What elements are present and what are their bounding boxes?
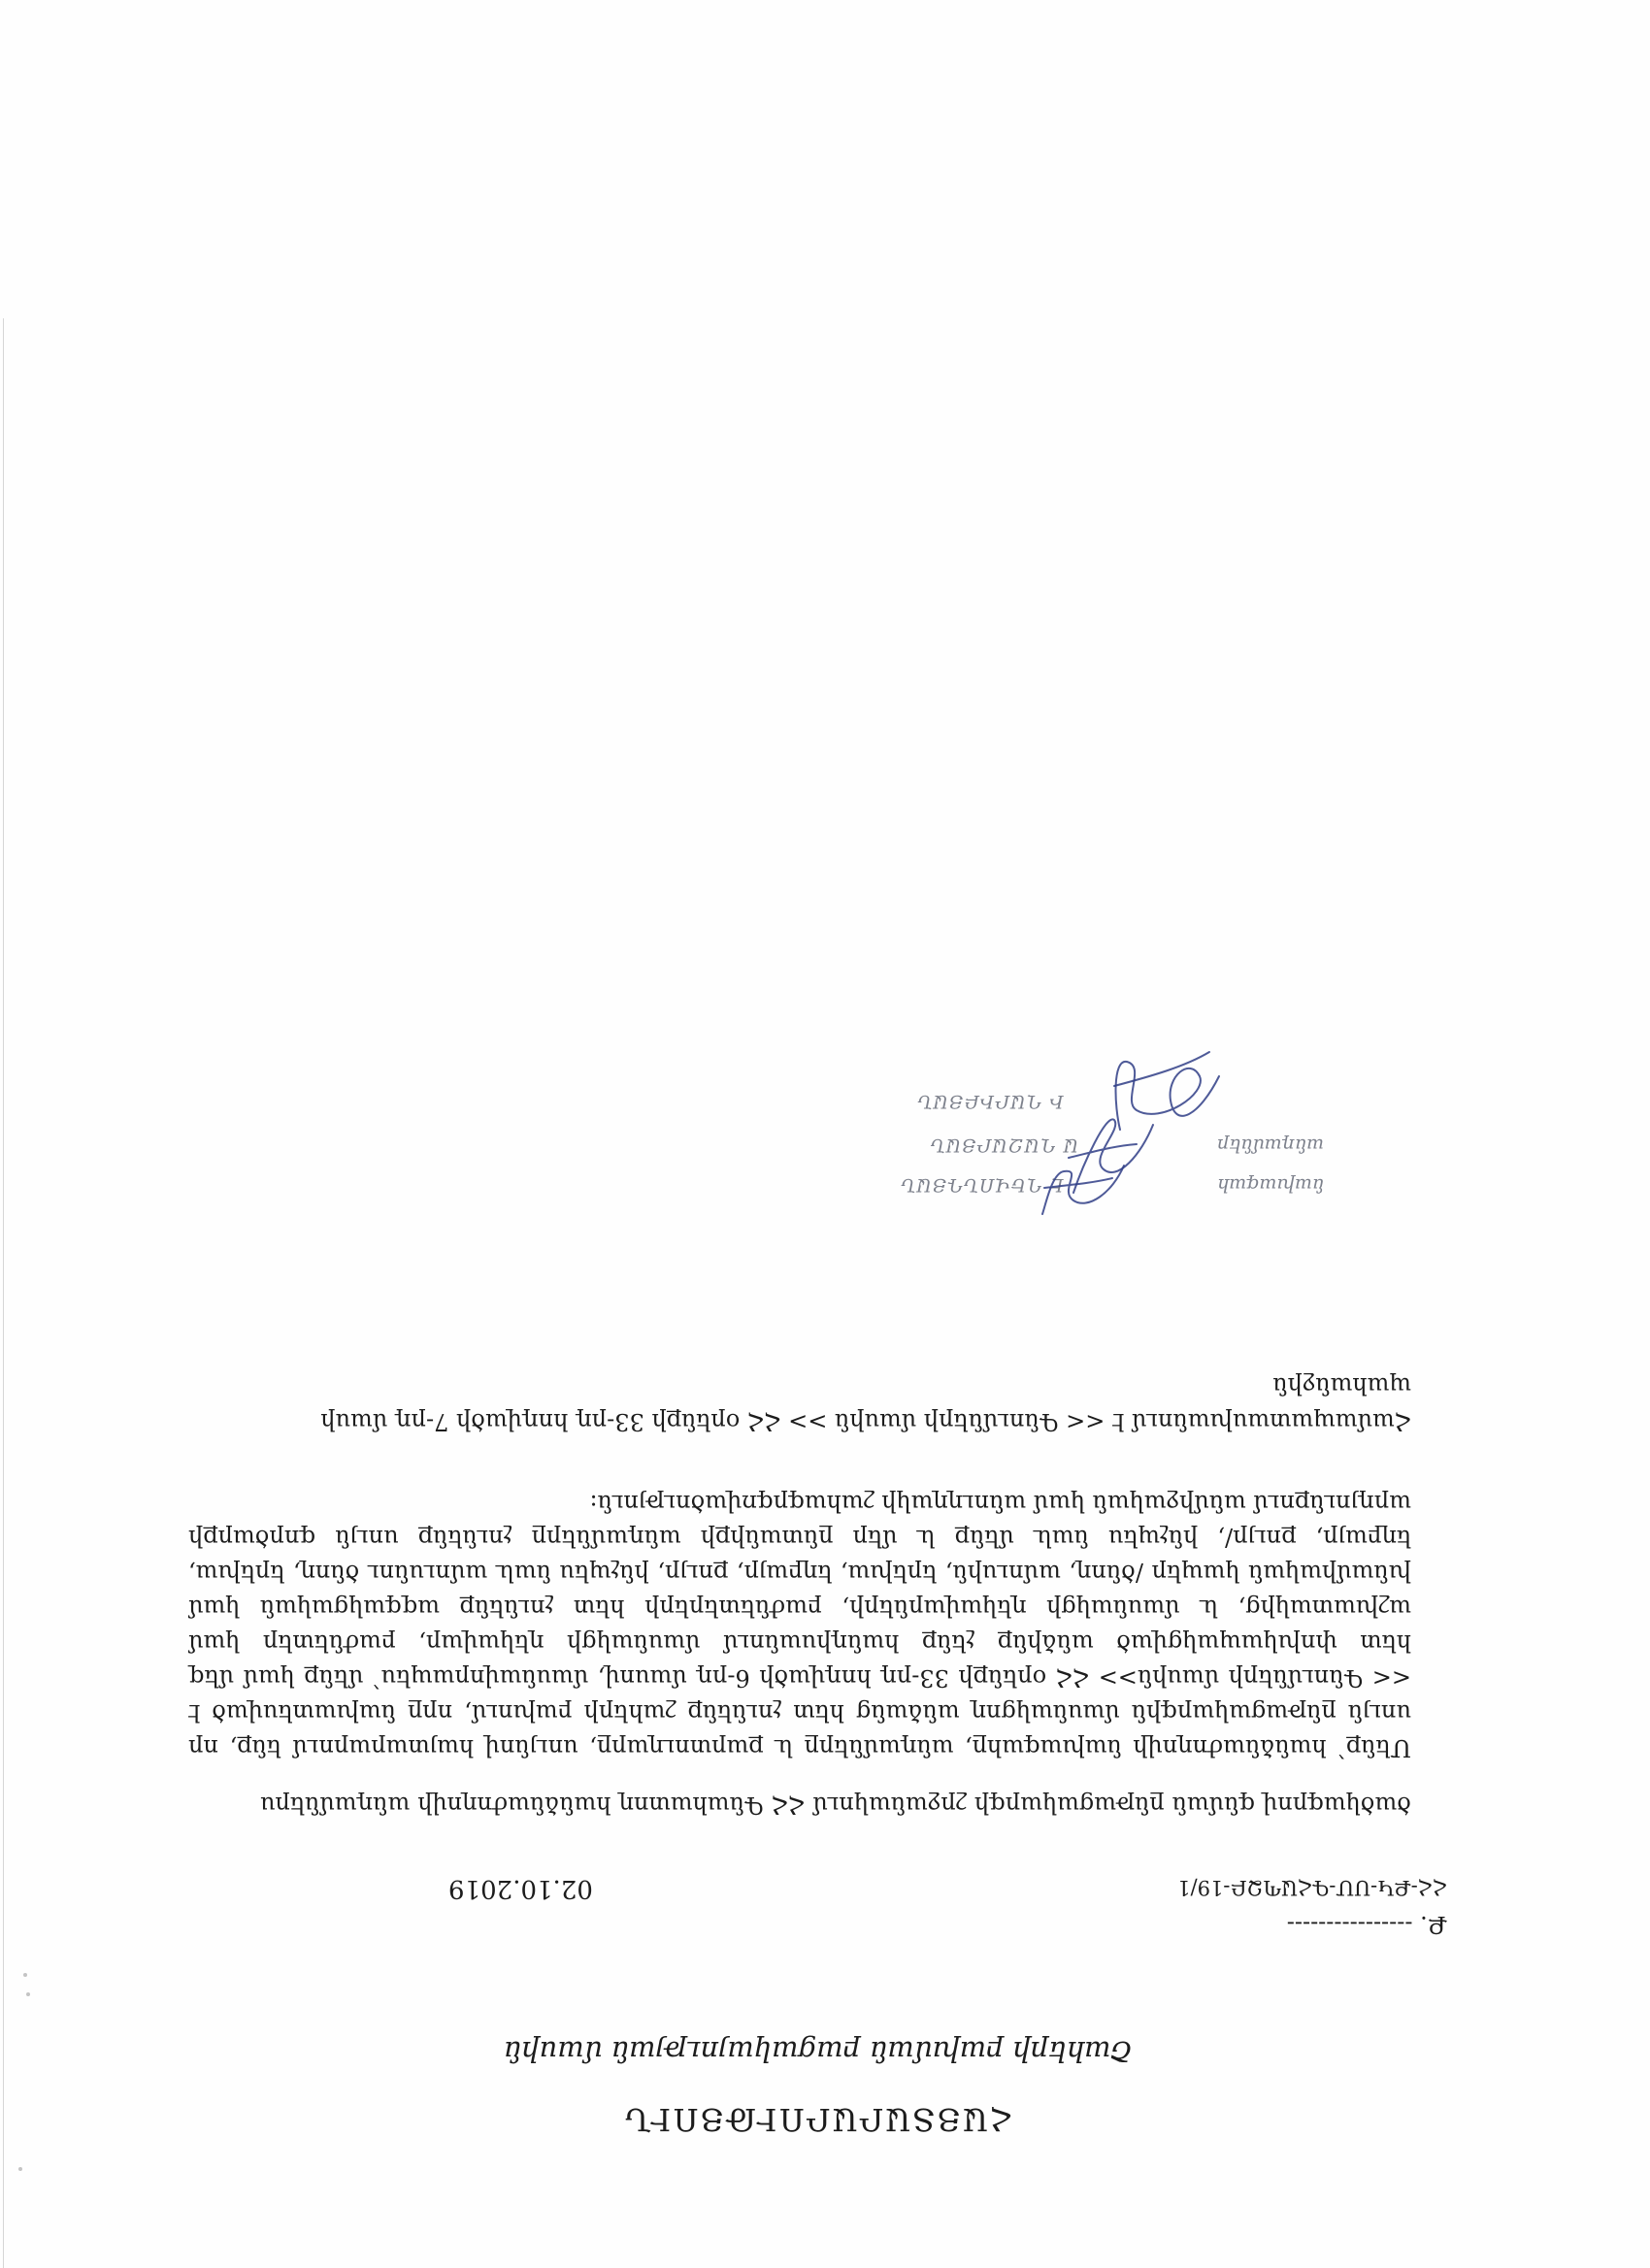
document-date: 02.10.2019 xyxy=(448,1874,593,1903)
compliance-statement: Համապատասխանում է << Գնումների մասին >> ՀՀ օրենքի 33-րդ հոդվածի 7-րդ մասի պահանջին xyxy=(320,1372,1411,1435)
scan-speck xyxy=(26,1992,30,1996)
handwritten-signatures xyxy=(1025,1042,1229,1222)
code-date-row xyxy=(188,1871,1447,1905)
procurement-code: ՀՀ-ՔԿ-ՍՄ-ԳՀԱՊՁԲ-19/1 xyxy=(1177,1876,1447,1899)
place-line: Ք. ---------------- xyxy=(1286,1911,1447,1938)
document-subtitle: Շահերի բախման բացակայության մասին xyxy=(503,2035,1133,2068)
signature-block xyxy=(188,1037,1447,1222)
scan-speck xyxy=(23,1973,27,1977)
declaration-paragraph: Մենք՝ հանձնաժողովի նախագահը, անդամները և քարտուղարը, սույնով հայտարարում ենք, որ սույն ընթացակարգին մասնակցող անձանց հետ չունենք շահերի բախում, որը նախատեսված է << Գնումների մասին>> ՀՀ օրենքի 33-րդ հոդվածի 6-րդ մասով, մասնավորապես՝ մենք կամ մեզ հետ փոխկապակցված անձինք չենք հանդիսանում մասնակցի ղեկավար, բաժնետեր կամ աշխատակից, և մասնակցի ղեկավարների, բաժնետերերի հետ չունենք ազգակցական կամ խնամիական կապեր /ծնող, ամուսին, երեխա, եղբայր, քույր, ինչպես նաև ամուսնու ծնող, երեխա, եղբայր, քույր/, ինչպես նաև մենք և մեր ընտանիքի անդամները չունենք սույն գործարքի արդյունքում անմիջական կամ անուղղակի շահագրգռվածություն: xyxy=(188,1490,1411,1761)
intro-line: ծածկագրով գնման ընթացակարգի շրջանակում ՀՀ Գնահատող հանձնաժողովի անդամներս xyxy=(260,1791,1411,1819)
signatory-name: Ի ՂԱՐԻԲՅԱՆ xyxy=(916,1091,1064,1112)
document-title: ՀԱՅՏԱՐԱՐՈՒԹՅՈՒՆ xyxy=(623,2101,1012,2138)
signatory-role-chair: նախագահ xyxy=(1217,1174,1324,1196)
signatory-role-members: անդամներ xyxy=(1217,1134,1324,1156)
document-body xyxy=(188,1037,1447,2139)
signature-stroke xyxy=(1069,1119,1153,1193)
scan-speck xyxy=(18,2167,22,2171)
signatory-name: Է ՂԵՎՈՆԴՅԱՆ xyxy=(900,1174,1064,1196)
signature-stroke xyxy=(1116,1062,1219,1130)
signature-stroke xyxy=(1114,1052,1209,1086)
signatory-name: Ա ՂԱԶԱՐՅԱՆ xyxy=(929,1134,1078,1156)
scan-edge-line xyxy=(3,318,4,2268)
